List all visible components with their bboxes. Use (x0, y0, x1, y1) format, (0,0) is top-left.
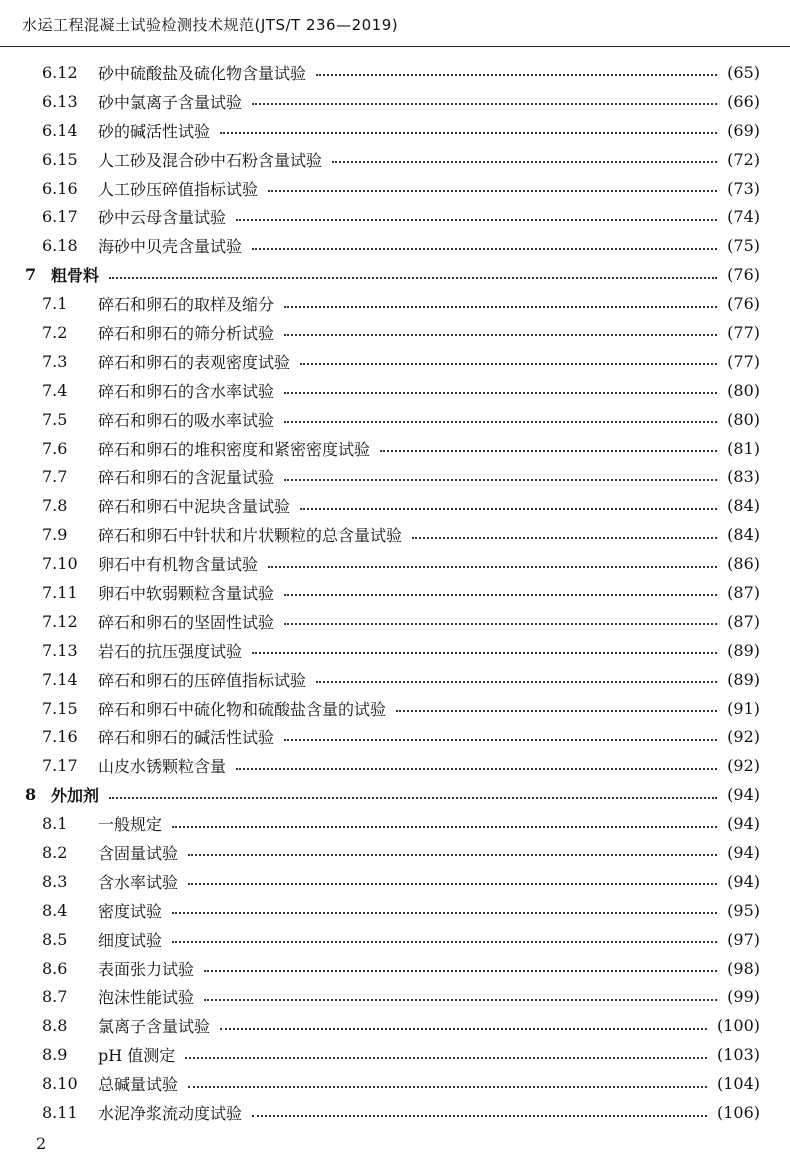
toc-entry-number: 7.13 (42, 640, 78, 660)
toc-entry-page: (83) (727, 467, 760, 487)
toc-dot-leader (172, 941, 717, 943)
running-header: 水运工程混凝土试验检测技术规范(JTS/T 236—2019) (22, 16, 399, 34)
toc-dot-leader (204, 970, 717, 972)
toc-entry-number: 6.12 (42, 62, 78, 82)
toc-dot-leader (188, 883, 717, 885)
toc-dot-leader (284, 334, 717, 336)
toc-entry-page: (66) (727, 91, 760, 111)
toc-dot-leader (316, 74, 717, 76)
toc-entry-number: 7.7 (42, 467, 68, 487)
toc-section-entry[interactable] (0, 694, 790, 723)
toc-entry-title: 碎石和卵石的含泥量试验 (98, 468, 275, 488)
toc-section-entry[interactable] (0, 318, 790, 347)
toc-entry-page: (73) (727, 178, 760, 198)
toc-dot-leader (236, 768, 717, 770)
toc-entry-title: 细度试验 (98, 930, 163, 950)
toc-dot-leader (332, 161, 717, 163)
toc-section-entry[interactable] (0, 665, 790, 694)
toc-entry-number: 7.16 (42, 727, 78, 747)
toc-entry-number: 7.4 (42, 380, 68, 400)
toc-entry-page: (94) (727, 785, 760, 805)
toc-entry-number: 7.8 (42, 496, 68, 516)
toc-dot-leader (252, 103, 717, 105)
toc-dot-leader (284, 623, 717, 625)
toc-entry-page: (95) (727, 900, 760, 920)
toc-entry-title: 海砂中贝壳含量试验 (98, 237, 243, 257)
toc-entry-number: 8.7 (42, 987, 68, 1007)
toc-section-entry[interactable] (0, 87, 790, 116)
toc-entry-number: 8.11 (42, 1103, 78, 1122)
toc-section-entry[interactable] (0, 462, 790, 491)
toc-entry-page: (106) (716, 1103, 760, 1122)
toc-dot-leader (204, 999, 717, 1001)
toc-entry-number: 8.3 (42, 871, 68, 891)
toc-section-entry[interactable] (0, 578, 790, 607)
toc-entry-number: 8.6 (42, 958, 68, 978)
toc-entry-number: 6.16 (42, 178, 78, 198)
toc-dot-leader (316, 681, 717, 683)
toc-entry-page: (84) (727, 496, 760, 516)
toc-dot-leader (185, 1057, 707, 1059)
toc-section-entry[interactable] (0, 954, 790, 983)
toc-dot-leader (220, 132, 717, 134)
toc-section-entry[interactable] (0, 405, 790, 434)
toc-entry-title: 总碱量试验 (98, 1075, 179, 1095)
toc-entry-number: 6.14 (42, 120, 78, 140)
toc-entry-page: (92) (727, 727, 760, 747)
toc-entry-title: 卵石中有机物含量试验 (98, 555, 259, 575)
toc-entry-title: 表面张力试验 (98, 959, 195, 979)
toc-entry-page: (86) (727, 554, 760, 574)
toc-entry-title: 碎石和卵石的碱活性试验 (98, 728, 275, 748)
toc-section-entry[interactable] (0, 838, 790, 867)
toc-entry-title: 水泥净浆流动度试验 (98, 1104, 243, 1123)
toc-entry-number: 8.2 (42, 842, 68, 862)
toc-dot-leader (284, 306, 717, 308)
toc-entry-page: (81) (727, 438, 760, 458)
toc-dot-leader (300, 508, 717, 510)
toc-entry-number: 8.10 (42, 1074, 78, 1094)
toc-dot-leader (109, 277, 717, 279)
toc-dot-leader (109, 797, 717, 799)
toc-section-entry[interactable] (0, 867, 790, 896)
toc-dot-leader (284, 594, 717, 596)
page-number: 2 (36, 1134, 47, 1153)
toc-entry-number: 7.17 (42, 756, 78, 776)
toc-entry-title: pH 值测定 (98, 1046, 176, 1066)
toc-entry-page: (76) (727, 294, 760, 314)
toc-dot-leader (252, 248, 717, 250)
toc-section-entry[interactable] (0, 145, 790, 174)
toc-dot-leader (252, 652, 717, 654)
toc-entry-title: 碎石和卵石的堆积密度和紧密密度试验 (98, 439, 371, 459)
toc-dot-leader (300, 363, 717, 365)
toc-entry-title: 卵石中软弱颗粒含量试验 (98, 583, 275, 603)
toc-section-entry[interactable] (0, 231, 790, 260)
toc-entry-title: 碎石和卵石的表观密度试验 (98, 352, 291, 372)
toc-section-entry[interactable] (0, 376, 790, 405)
toc-section-entry[interactable] (0, 58, 790, 87)
toc-entry-number: 7.9 (42, 525, 68, 545)
toc-dot-leader (412, 537, 717, 539)
toc-entry-title: 一般规定 (98, 815, 163, 835)
toc-entry-page: (98) (727, 958, 760, 978)
toc-entry-title: 碎石和卵石的含水率试验 (98, 381, 275, 401)
toc-entry-page: (94) (727, 842, 760, 862)
toc-entry-page: (84) (727, 525, 760, 545)
toc-dot-leader (236, 219, 717, 221)
toc-dot-leader (220, 1028, 707, 1030)
toc-entry-page: (89) (727, 669, 760, 689)
toc-entry-number: 8.1 (42, 814, 68, 834)
toc-section-entry[interactable] (0, 347, 790, 376)
toc-dot-leader (284, 479, 717, 481)
toc-entry-title: 砂中氯离子含量试验 (98, 92, 243, 112)
toc-entry-title: 碎石和卵石中泥块含量试验 (98, 497, 291, 517)
toc-section-entry[interactable] (0, 491, 790, 520)
toc-entry-number: 7.14 (42, 669, 78, 689)
toc-section-entry[interactable] (0, 1040, 790, 1069)
header-divider (0, 46, 790, 47)
toc-entry-number: 7.3 (42, 351, 68, 371)
toc-entry-number: 6.17 (42, 207, 78, 227)
toc-entry-page: (91) (727, 698, 760, 718)
toc-entry-title: 砂的碱活性试验 (98, 121, 211, 141)
toc-dot-leader (172, 826, 717, 828)
toc-entry-title: 人工砂压碎值指标试验 (98, 179, 259, 199)
toc-entry-number: 6.18 (42, 236, 78, 256)
toc-section-entry[interactable] (0, 116, 790, 145)
toc-chapter-entry[interactable] (0, 780, 790, 809)
toc-section-entry[interactable] (0, 722, 790, 751)
toc-entry-page: (89) (727, 640, 760, 660)
toc-entry-page: (77) (727, 322, 760, 342)
toc-entry-page: (100) (716, 1016, 760, 1036)
toc-entry-number: 7.11 (42, 582, 78, 602)
toc-entry-page: (80) (727, 380, 760, 400)
toc-dot-leader (268, 190, 717, 192)
toc-dot-leader (284, 739, 717, 741)
toc-entry-page: (87) (727, 611, 760, 631)
toc-entry-number: 7.15 (42, 698, 78, 718)
toc-dot-leader (188, 854, 717, 856)
toc-entry-page: (94) (727, 871, 760, 891)
toc-entry-title: 砂中云母含量试验 (98, 208, 227, 228)
toc-entry-number: 6.15 (42, 149, 78, 169)
toc-entry-title: 人工砂及混合砂中石粉含量试验 (98, 150, 323, 170)
toc-entry-title: 含固量试验 (98, 843, 179, 863)
toc-dot-leader (188, 1086, 707, 1088)
toc-entry-page: (76) (727, 265, 760, 285)
toc-entry-title: 含水率试验 (98, 872, 179, 892)
toc-entry-title: 氯离子含量试验 (98, 1017, 211, 1037)
toc-entry-title: 砂中硫酸盐及硫化物含量试验 (98, 63, 307, 83)
toc-entry-title: 碎石和卵石的取样及缩分 (98, 295, 275, 315)
toc-dot-leader (380, 450, 717, 452)
toc-entry-number: 8.5 (42, 929, 68, 949)
toc-entry-number: 6.13 (42, 91, 78, 111)
toc-entry-number: 8.9 (42, 1045, 68, 1065)
toc-entry-number: 8.4 (42, 900, 68, 920)
toc-entry-page: (87) (727, 582, 760, 602)
toc-entry-title: 碎石和卵石的压碎值指标试验 (98, 670, 307, 690)
toc-section-entry[interactable] (0, 434, 790, 463)
toc-section-entry[interactable] (0, 1098, 790, 1127)
toc-dot-leader (396, 710, 717, 712)
toc-entry-title: 碎石和卵石的坚固性试验 (98, 612, 275, 632)
toc-entry-title: 粗骨料 (51, 266, 100, 286)
toc-entry-number: 7.6 (42, 438, 68, 458)
toc-section-entry[interactable] (0, 809, 790, 838)
toc-entry-page: (80) (727, 409, 760, 429)
toc-entry-page: (94) (727, 814, 760, 834)
toc-dot-leader (268, 566, 717, 568)
toc-entry-page: (65) (727, 62, 760, 82)
toc-entry-number: 7.2 (42, 322, 68, 342)
toc-entry-title: 碎石和卵石中硫化物和硫酸盐含量的试验 (98, 699, 387, 719)
toc-section-entry[interactable] (0, 896, 790, 925)
toc-entry-number: 7.1 (42, 294, 68, 314)
toc-entry-title: 山皮水锈颗粒含量 (98, 757, 227, 777)
toc-dot-leader (284, 421, 717, 423)
toc-section-entry[interactable] (0, 1069, 790, 1098)
toc-entry-number: 7.12 (42, 611, 78, 631)
toc-section-entry[interactable] (0, 607, 790, 636)
toc-section-entry[interactable] (0, 174, 790, 203)
toc-entry-page: (92) (727, 756, 760, 776)
toc-section-entry[interactable] (0, 549, 790, 578)
table-of-contents (0, 58, 790, 1127)
toc-section-entry[interactable] (0, 1011, 790, 1040)
toc-entry-number: 8.8 (42, 1016, 68, 1036)
toc-section-entry[interactable] (0, 983, 790, 1012)
toc-entry-page: (103) (716, 1045, 760, 1065)
toc-entry-number: 7.10 (42, 554, 78, 574)
toc-entry-page: (104) (716, 1074, 760, 1094)
toc-section-entry[interactable] (0, 289, 790, 318)
toc-entry-title: 碎石和卵石的筛分析试验 (98, 323, 275, 343)
toc-entry-number: 7 (25, 265, 37, 285)
toc-entry-title: 泡沫性能试验 (98, 988, 195, 1008)
toc-section-entry[interactable] (0, 520, 790, 549)
toc-entry-title: 外加剂 (51, 786, 100, 806)
toc-entry-page: (99) (727, 987, 760, 1007)
toc-dot-leader (172, 912, 717, 914)
toc-section-entry[interactable] (0, 751, 790, 780)
toc-entry-page: (97) (727, 929, 760, 949)
toc-entry-page: (75) (727, 236, 760, 256)
toc-entry-title: 碎石和卵石的吸水率试验 (98, 410, 275, 430)
toc-entry-number: 8 (25, 785, 37, 805)
toc-section-entry[interactable] (0, 636, 790, 665)
toc-section-entry[interactable] (0, 202, 790, 231)
toc-entry-page: (77) (727, 351, 760, 371)
toc-entry-number: 7.5 (42, 409, 68, 429)
toc-entry-title: 岩石的抗压强度试验 (98, 641, 243, 661)
toc-entry-title: 碎石和卵石中针状和片状颗粒的总含量试验 (98, 526, 403, 546)
toc-section-entry[interactable] (0, 925, 790, 954)
toc-entry-title: 密度试验 (98, 901, 163, 921)
toc-entry-page: (69) (727, 120, 760, 140)
toc-entry-page: (74) (727, 207, 760, 227)
toc-dot-leader (252, 1115, 707, 1117)
toc-entry-page: (72) (727, 149, 760, 169)
toc-chapter-entry[interactable] (0, 260, 790, 289)
toc-dot-leader (284, 392, 717, 394)
